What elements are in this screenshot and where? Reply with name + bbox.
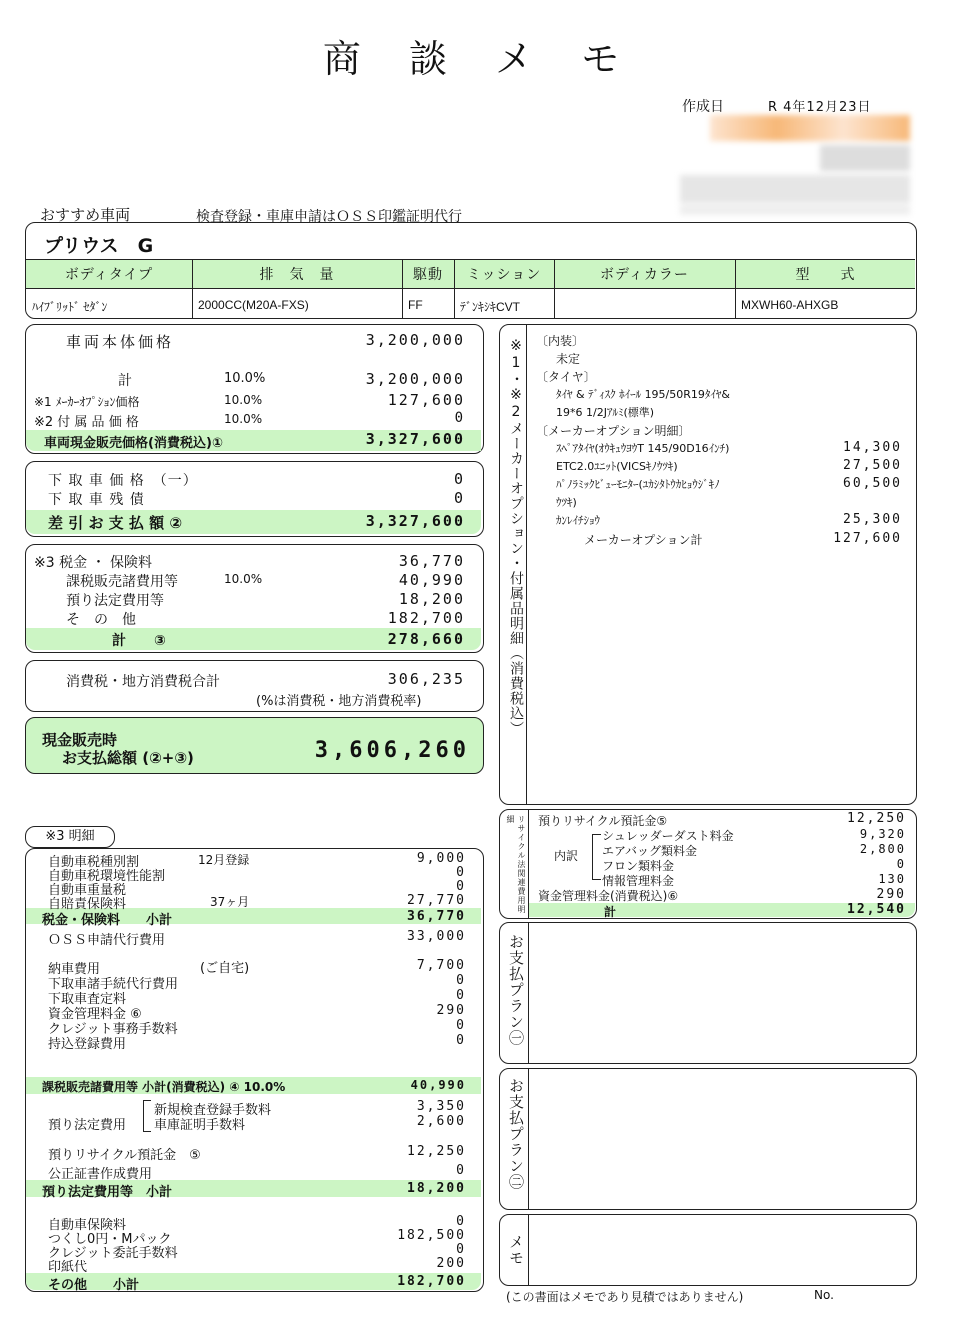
fee-row-value: 0 [456, 1033, 466, 1048]
option-item-name: ｳﾂｷ) [556, 496, 577, 509]
other-row-value: 0 [456, 1214, 466, 1229]
fee-row-label: 納車費用 [48, 962, 101, 977]
option-item-value: 25,300 [843, 512, 902, 527]
fees-taxable-label: 課税販売諸費用等 [66, 574, 178, 590]
vehicle-value-cell: ﾊｲﾌﾞﾘｯﾄﾞ ｾﾀﾞﾝ [32, 300, 108, 314]
net-payment-label: 差 引 お 支 払 額 ② [48, 514, 183, 532]
grand-total-value: 3,606,260 [314, 738, 470, 763]
consumption-tax-value: 306,235 [387, 670, 465, 688]
tax-row-label: 自動車重量税 [48, 883, 127, 898]
redacted-area [710, 115, 910, 215]
cash-price-value: 3,327,600 [365, 430, 465, 448]
tire-value-2: 19*6 1/2Jｱﾙﾐ(標準) [556, 406, 655, 419]
fees-other-value: 182,700 [387, 609, 465, 627]
tax-row-extra: 12月登録 [198, 853, 250, 867]
maker-option-rate: 10.0% [224, 393, 263, 407]
fee-row-value: 290 [436, 1003, 466, 1018]
fee-row-label: クレジット事務手数料 [48, 1022, 178, 1037]
recycle-item-name: エアバッグ類料金 [602, 844, 698, 858]
other-row-label: つくし0円・Mパック [48, 1232, 172, 1247]
date-value: R 4年12月23日 [768, 100, 872, 115]
maker-option-label: ※1 ﾒｰｶｰｵﾌﾟｼｮﾝ価格 [34, 395, 140, 409]
fee-row-label: 下取車諸手続代行費用 [48, 977, 179, 992]
recycle-item-name: 情報管理料金 [602, 874, 675, 888]
vehicle-header-cell: ボディタイプ [64, 267, 154, 283]
recycle-deposit-value: 12,250 [847, 811, 906, 826]
recycle-deposit-label: 預りリサイクル預託金 ⑤ [48, 1148, 201, 1163]
vehicle-name: プリウス G [44, 235, 154, 257]
option-item-value: 60,500 [843, 476, 902, 491]
maker-option-header: 〔メーカーオプション明細〕 [536, 424, 691, 438]
legal-row-value: 2,600 [416, 1114, 466, 1129]
other-row-value: 182,500 [397, 1228, 466, 1243]
tax-row-label: 自動車税環境性能割 [48, 869, 166, 884]
fees-tax-label: ※3 税金 ・ 保険料 [34, 555, 152, 571]
legal-fee-label: 預り法定費用 [48, 1118, 127, 1133]
fees-taxable-value: 40,990 [398, 571, 465, 589]
option-item-name: ｶﾝﾚｲﾁｼｮｳ [556, 514, 600, 527]
vehicle-value-cell: FF [408, 298, 423, 312]
legal-fee-bracket [143, 1100, 151, 1132]
memo-box[interactable] [499, 1214, 917, 1286]
tax-row-value: 9,000 [416, 851, 466, 866]
option-item-name: ETC2.0ﾕﾆｯﾄ(VICSｷﾉｳﾂｷ) [556, 460, 678, 473]
vehicle-value-cell: ﾃﾞﾝｷｼｷCVT [460, 300, 521, 314]
vehicle-header-cell: ボディカラー [600, 267, 689, 283]
tradein-price-label: 下 取 車 価 格 （一） [48, 473, 198, 489]
fee-row-value: 0 [456, 973, 466, 988]
legal-subtotal-label: 預り法定費用等 小計 [42, 1185, 173, 1200]
vehicle-value-cell: MXWH60-AHXGB [741, 298, 839, 312]
other-subtotal-label: その他 小計 [48, 1278, 140, 1293]
tax-row-value: 27,770 [407, 893, 466, 908]
payment-plan-1-label: お支払プラン㊀ [507, 934, 525, 1046]
vehicle-header-cell: 駆動 [413, 267, 443, 283]
other-row-value: 200 [436, 1256, 466, 1271]
option-item-value: 14,300 [843, 440, 902, 455]
option-item-value: 27,500 [843, 458, 902, 473]
oss-note: 検査登録・車庫申請はＯＳＳ印鑑証明代行 [196, 209, 462, 225]
recycle-total-value: 12,540 [847, 902, 906, 917]
payment-plan-2-box[interactable] [499, 1068, 917, 1210]
footer-number: No. [814, 1288, 834, 1302]
tradein-debt-label: 下 取 車 残 債 [48, 492, 145, 508]
maker-option-total-value: 127,600 [833, 531, 902, 546]
other-row-value: 0 [456, 1242, 466, 1257]
vehicle-header-cell: 型 式 [795, 267, 856, 283]
payment-plan-2-label: お支払プラン㊁ [507, 1078, 525, 1190]
maker-option-total-label: メーカーオプション計 [584, 533, 703, 547]
tax-row-extra: 37ヶ月 [210, 895, 250, 909]
other-row-label: 印紙代 [48, 1260, 88, 1275]
recycle-deposit-value: 12,250 [407, 1144, 466, 1159]
recycle-mgmt-value: 290 [876, 887, 906, 902]
recycle-deposit-label: 預りリサイクル預託金⑤ [538, 814, 668, 828]
tax-row-value: 0 [456, 879, 466, 894]
tax-row-value: 0 [456, 865, 466, 880]
tax-subtotal-label: 税金・保険料 小計 [42, 913, 173, 928]
cash-price-label: 車両現金販売価格(消費税込)① [44, 436, 223, 451]
fees-other-label: そ の 他 [66, 612, 136, 628]
body-price-label: 車両本体価格 [66, 333, 175, 351]
fees-sum-label: 計 ③ [112, 633, 166, 649]
accessory-value: 0 [454, 410, 465, 426]
recycle-breakdown-label: 内訳 [554, 849, 579, 863]
consumption-tax-label: 消費税・地方消費税合計 [66, 674, 220, 690]
options-side-title: ※1・※2メーカーオプション・付属品明細（消費税込） [508, 338, 524, 736]
fee-row-value: 0 [456, 1018, 466, 1033]
taxable-subtotal-label: 課税販売諸費用等 小計(消費税込) ④ 10.0% [42, 1080, 286, 1094]
recycle-item-value: 0 [896, 857, 906, 871]
vehicle-value-cell: 2000CC(M20A-FXS) [198, 298, 309, 312]
fee-row-label: 持込登録費用 [48, 1037, 127, 1052]
recycle-total-label: 計 [604, 905, 617, 919]
tire-value-1: ﾀｲﾔ & ﾃﾞｨｽｸ ﾎｲｰﾙ 195/50R19ﾀｲﾔ& [556, 388, 730, 401]
oss-fee-label: ＯＳＳ申請代行費用 [48, 933, 166, 948]
fees-sum-value: 278,660 [387, 630, 465, 648]
maker-option-value: 127,600 [387, 391, 465, 409]
recycle-item-value: 130 [878, 872, 906, 886]
grand-total-label2: お支払総額 (②+③) [62, 749, 194, 767]
vehicle-header-cell: ミッション [466, 267, 542, 283]
recycle-item-value: 2,800 [859, 842, 906, 856]
option-item-name: ｽﾍﾟｱﾀｲﾔ(ｵｳｷｭｳﾖｳT 145/90D16ｲﾝﾁ) [556, 442, 730, 455]
price-total-label: 計 [118, 373, 132, 389]
net-payment-value: 3,327,600 [365, 512, 465, 530]
tradein-debt-value: 0 [453, 489, 465, 507]
vehicle-header-cell: 排 気 量 [259, 267, 335, 283]
recycle-item-name: フロン類料金 [602, 859, 675, 873]
fee-row-label: 資金管理料金 ⑥ [48, 1007, 142, 1022]
other-row-label: 自動車保険料 [48, 1218, 127, 1233]
interior-value: 未定 [556, 352, 581, 366]
tax-row-label: 自賠責保険料 [48, 897, 127, 912]
notary-fee-value: 0 [456, 1163, 466, 1178]
taxable-subtotal-value: 40,990 [410, 1078, 466, 1092]
accessory-label: ※2 付 属 品 価 格 [34, 415, 139, 430]
other-row-label: クレジット委託手数料 [48, 1246, 178, 1261]
recycle-side-title: リサイクル法関連費用明細 [506, 815, 526, 914]
recycle-item-value: 9,320 [859, 827, 906, 841]
fees-tax-value: 36,770 [398, 552, 465, 570]
tire-header: 〔タイヤ〕 [536, 370, 596, 384]
payment-plan-1-box[interactable] [499, 922, 917, 1064]
fee-row-extra: (ご自宅) [200, 961, 250, 976]
legal-row-value: 3,350 [416, 1099, 466, 1114]
recycle-item-name: シュレッダーダスト料金 [602, 829, 734, 843]
price-total-rate: 10.0% [224, 371, 266, 386]
price-total-value: 3,200,000 [365, 370, 465, 388]
detail-tab: ※3 明細 [25, 826, 115, 848]
other-subtotal-value: 182,700 [397, 1274, 466, 1289]
tradein-price-value: 0 [453, 470, 465, 488]
consumption-tax-note: (%は消費税・地方消費税率) [256, 694, 422, 709]
fees-legal-label: 預り法定費用等 [66, 593, 164, 609]
fees-taxable-rate: 10.0% [224, 572, 263, 586]
accessory-rate: 10.0% [224, 412, 263, 426]
recycle-mgmt-label: 資金管理料金(消費税込)⑥ [538, 889, 679, 903]
page-title: 商 談 メ モ [322, 37, 638, 81]
fees-legal-value: 18,200 [398, 590, 465, 608]
body-price-value: 3,200,000 [365, 331, 465, 349]
tax-row-label: 自動車税種別割 [48, 855, 140, 870]
fee-row-value: 7,700 [416, 958, 466, 973]
interior-header: 〔内装〕 [536, 334, 585, 348]
tax-subtotal-value: 36,770 [407, 909, 466, 924]
notary-fee-label: 公正証書作成費用 [48, 1167, 153, 1182]
grand-total-label1: 現金販売時 [42, 731, 118, 749]
fee-row-value: 0 [456, 988, 466, 1003]
legal-row-label: 新規検査登録手数料 [154, 1103, 272, 1118]
legal-subtotal-value: 18,200 [407, 1181, 466, 1196]
section-label: おすすめ車両 [40, 206, 131, 224]
date-label: 作成日 [682, 99, 724, 115]
footer-note: (この書面はメモであり見積ではありません) [506, 1290, 744, 1304]
memo-label: メモ [507, 1234, 525, 1266]
fee-row-label: 下取車査定料 [48, 992, 127, 1007]
option-item-name: ﾊﾟﾉﾗﾐｯｸﾋﾞｭｰﾓﾆﾀｰ(ﾕｶｼﾀﾄｳｶﾋｮｳｼﾞｷﾉ [556, 478, 720, 491]
legal-row-label: 車庫証明手数料 [154, 1118, 246, 1133]
oss-fee-value: 33,000 [407, 929, 466, 944]
